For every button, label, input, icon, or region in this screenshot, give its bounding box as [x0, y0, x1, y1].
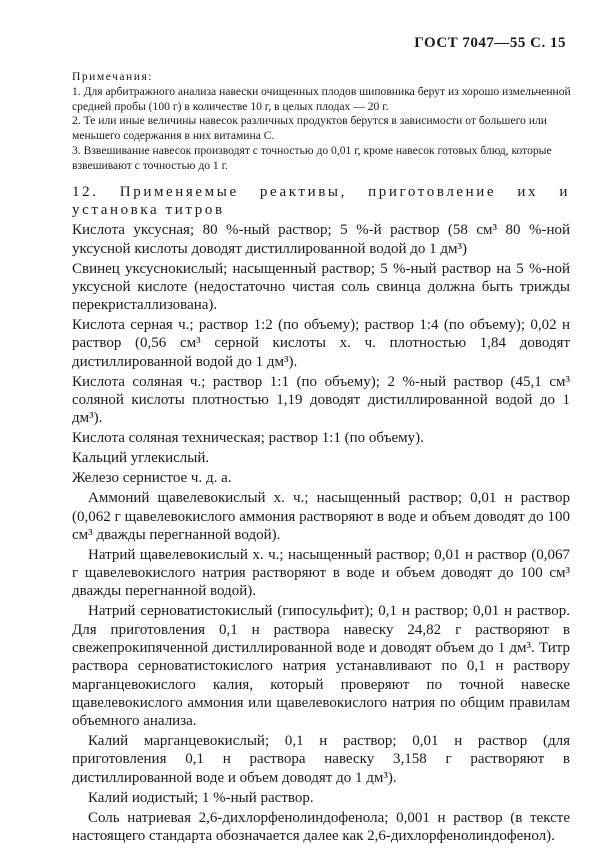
notes-block	[72, 70, 572, 174]
reagent-paragraph: Натрий серноватистокислый (гипосульфит); 0,1 н раствор; 0,01 н раствор. Для приготовления 0,1 н раствора навеску 24,82 г растворяют в свежепрокипяченной дистиллированной воде и доводят объем до 1 дм³. Титр раствора серноватистокислого натрия устанавливают по 0,1 н раствору марганцевокислого калия, который проверяют по точной навеске щавелевокислого аммония или щавелевокислого натрия по общим правилам объемного анализа.	[72, 603, 570, 730]
reagent-paragraph: Калий иодистый; 1 %-ный раствор.	[88, 789, 314, 806]
reagent-paragraph: Железо сернистое ч. д. а.	[72, 470, 232, 487]
note-item: 1. Для арбитражного анализа навески очищенных плодов шиповника берут из хорошо измельченной средней пробы (100 г) в количестве 10 г, в целых плодах — 20 г.	[72, 84, 571, 113]
reagent-paragraph: Кальций углекислый.	[72, 450, 210, 467]
reagent-paragraph: Аммоний щавелевокислый х. ч.; насыщенный раствор; 0,01 н раствор (0,062 г щавелевокислого аммония растворяют в воде и объем доводят до 100 см³ дважды перегнанной водой).	[72, 490, 570, 543]
reagent-paragraph: Натрий щавелевокислый х. ч.; насыщенный раствор; 0,01 н раствор (0,067 г щавелевокислого натрия растворяют в воде и объем доводят до 100 см³ дважды перегнанной водой).	[72, 546, 570, 600]
notes-title: Примечания:	[72, 70, 154, 83]
reagent-paragraph: Калий марганцевокислый; 0,1 н раствор; 0,01 н раствор (для приготовления 0,1 н раствора навеску 3,158 г растворяют в дистиллированной воде и объем доводят до 1 дм³).	[72, 733, 570, 786]
reagent-paragraph: Кислота уксусная; 80 %-ный раствор; 5 %-й раствор (58 см³ 80 %-ной уксусной кислоты доводят дистиллированной водой до 1 дм³)	[72, 222, 570, 257]
reagent-paragraph: Кислота серная ч.; раствор 1:2 (по объему); раствор 1:4 (по объему); 0,02 н раствор (0,56 см³ серной кислоты х. ч. плотностью 1,84 доводят дистиллированной водой до 1 дм³).	[72, 317, 570, 370]
page-header: ГОСТ 7047—55 С. 15	[414, 35, 566, 51]
section-body	[72, 183, 570, 847]
note-item: 3. Взвешивание навесок производят с точностью до 0,01 г, кроме навесок готовых блюд, которые взвешивают с точностью до 1 г.	[72, 143, 552, 172]
reagent-paragraph: Свинец уксуснокислый; насыщенный раствор; 5 %-ный раствор на 5 %-ной уксусной кислоте (недостаточно чистая соль свинца должна быть трижды перекристаллизована).	[72, 260, 570, 314]
reagent-paragraph: Кислота соляная ч.; раствор 1:1 (по объему); 2 %-ный раствор (45,1 см³ соляной кислоты плотностью 1,19 доводят дистиллированной водой до 1 дм³).	[72, 373, 570, 427]
reagent-paragraph: Соль натриевая 2,6-дихлорфенолиндофенола; 0,001 н раствор (в тексте настоящего стандарта обозначается далее как 2,6-дихлорфенолиндофенол).	[72, 809, 570, 845]
reagent-paragraph: Кислота соляная техническая; раствор 1:1 (по объему).	[72, 430, 424, 447]
note-item: 2. Те или иные величины навесок различных продуктов берутся в зависимости от большего или меньшего содержания в них витамина С.	[72, 114, 547, 143]
section-heading: 12. Применяемые реактивы, приготовление их и установка титров	[72, 184, 570, 219]
